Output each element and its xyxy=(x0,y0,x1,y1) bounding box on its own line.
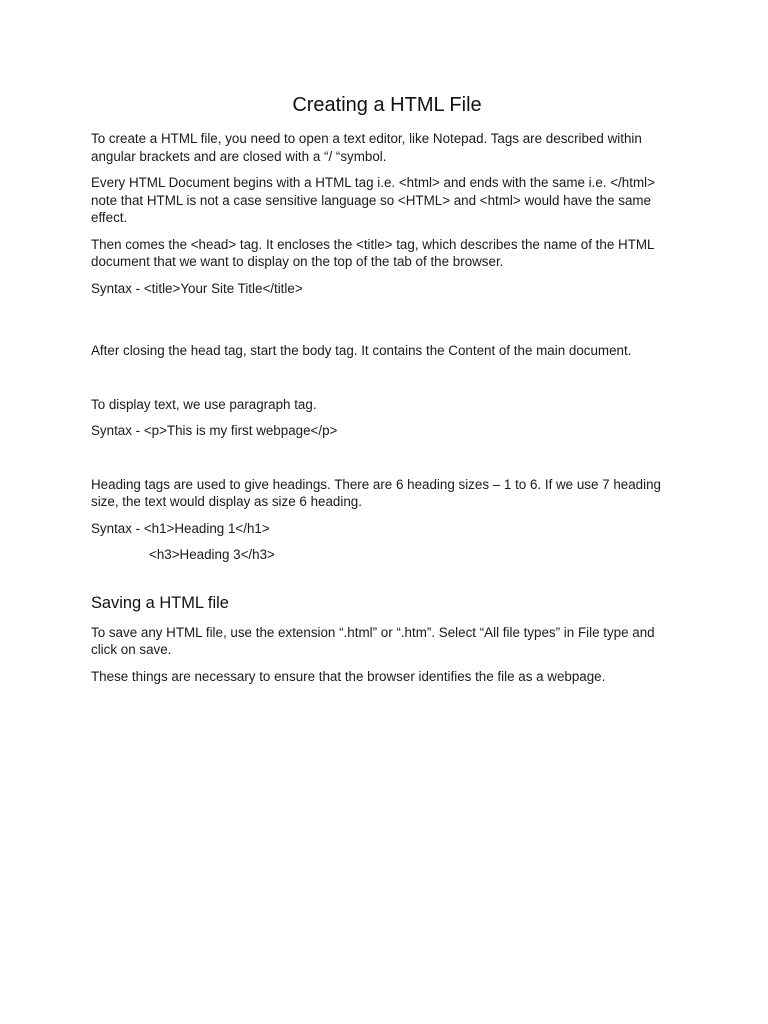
head-tag-paragraph: Then comes the <head> tag. It encloses the <title> tag, which describes the name of the HTML document that we want to display on the top of the tab of the browser. xyxy=(91,236,654,269)
html-tag-paragraph: Every HTML Document begins with a HTML tag i.e. <html> and ends with the same i.e. </html> note that HTML is not a case sensitive language so <HTML> and <html> would have the same effect. xyxy=(91,175,655,225)
spacer xyxy=(91,369,683,396)
saving-section-heading: Saving a HTML file xyxy=(91,593,229,612)
heading-tags-paragraph: Heading tags are used to give headings. There are 6 heading sizes – 1 to 6. If we use 7 heading size, the text would display as size 6 heading. xyxy=(91,476,661,509)
intro-paragraph: To create a HTML file, you need to open a text editor, like Notepad. Tags are described within angular brackets and are closed with a “/ “symbol. xyxy=(91,131,642,164)
spacer xyxy=(91,449,683,476)
page-title: Creating a HTML File xyxy=(292,94,482,116)
document-body xyxy=(91,93,683,694)
spacer xyxy=(91,306,683,342)
title-syntax-line: Syntax - <title>Your Site Title</title> xyxy=(91,280,303,296)
save-extension-paragraph: To save any HTML file, use the extension “.html” or “.htm”. Select “All file types” in File type and click on save. xyxy=(91,624,655,657)
heading-syntax-line-1: Syntax - <h1>Heading 1</h1> xyxy=(91,520,270,536)
paragraph-syntax-line: Syntax - <p>This is my first webpage</p> xyxy=(91,423,338,438)
body-tag-paragraph: After closing the head tag, start the body tag. It contains the Content of the main document. xyxy=(91,343,632,358)
paragraph-tag-paragraph: To display text, we use paragraph tag. xyxy=(91,396,317,412)
heading-syntax-line-3: <h3>Heading 3</h3> xyxy=(149,547,275,562)
save-necessity-paragraph: These things are necessary to ensure that the browser identifies the file as a webpage. xyxy=(91,668,606,684)
